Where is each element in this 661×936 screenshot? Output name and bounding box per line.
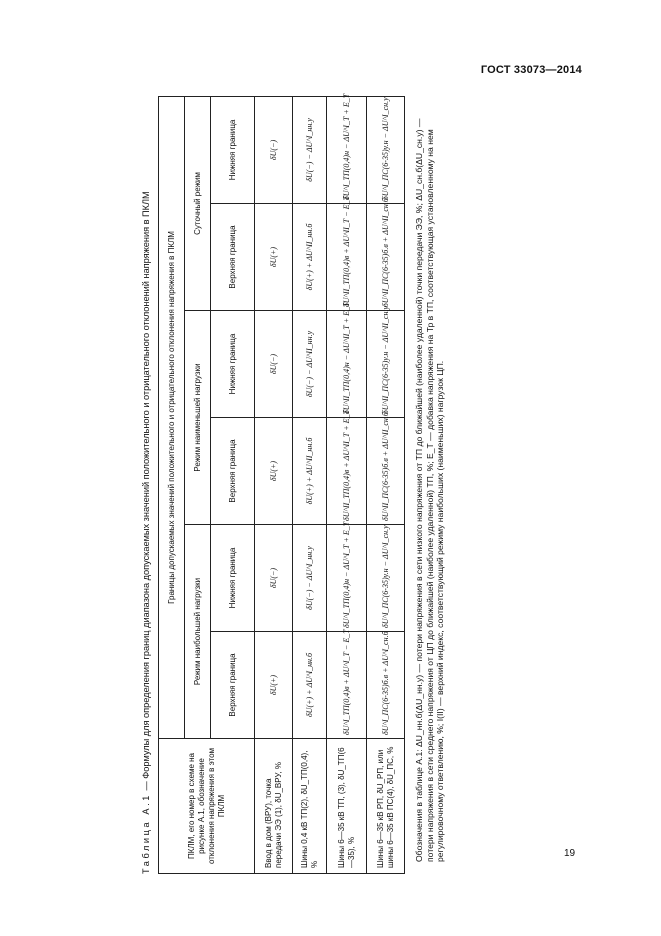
sub-header: Верхняя граница xyxy=(211,418,255,525)
formula-cell: δU(−) xyxy=(255,525,293,632)
formula-cell: δU(−) − ΔU^I_нн.у xyxy=(293,96,327,203)
sub-header: Верхняя граница xyxy=(211,632,255,739)
formula-cell: δU^I_ПС(6-35)у.н − ΔU^I_сн.у xyxy=(367,96,405,203)
sub-header: Верхняя граница xyxy=(211,204,255,311)
formula-cell: δU^I_ТП(0,4)н − ΔU^I_Т + Е_Т xyxy=(327,96,367,203)
mode-header-min: Режим наименьшей нагрузки xyxy=(185,311,211,525)
table-caption-label: Таблица А.1 xyxy=(141,793,151,874)
table-row xyxy=(327,96,367,873)
row-label: Шины 0,4 кВ ТП(2), δU_ТП(0,4), % xyxy=(293,739,327,874)
table-row xyxy=(255,96,293,873)
formula-cell: δU^II_ПС(6-35)б.в + ΔU^II_сн.б xyxy=(367,418,405,525)
formula-cell: δU^II_ТП(0,4)н − ΔU^II_Т + Е_Т xyxy=(327,311,367,418)
sub-header: Нижняя граница xyxy=(211,311,255,418)
formula-cell: δU(+) + ΔU^II_нн.б xyxy=(293,204,327,311)
group-header: Границы допускаемых значений положительного и отрицательного отклонения напряжения в ПКЛМ xyxy=(159,96,185,738)
formula-cell: δU(−) − ΔU^II_нн.у xyxy=(293,311,327,418)
rotated-table-block xyxy=(138,94,493,874)
row-label: Шины 6—35 кВ РП, δU_РП, или шины 6—35 кВ ПС(4), δU_ПС, % xyxy=(367,739,405,874)
formula-cell: δU(−) xyxy=(255,96,293,203)
table-row xyxy=(293,96,327,873)
formula-cell: δU^II_ТП(0,4)в + ΔU^II_Т + Е_Т xyxy=(327,418,367,525)
table-notes: Обозначения в таблице А.1: ΔU_нн.б(ΔU_нн.у) — потери напряжения в сети низкого напряжения от ТП до ближайшей (наиболее удаленной) точки передачи ЭЭ, %; ΔU_сн.б(ΔU_сн.у) — потери напряжения в сети среднего напряжения от ЦП до ближайшей (наиболее удаленной) ТП, %; Е_Т — добавка напряжения на Тр в ТП, соответствующая установленному на нем регулировочному ответвлению, %; I(II) — верхний индекс, соответствующий режиму наибольших (наименьших) нагрузок ЦП. xyxy=(414,118,446,862)
table-caption-text: — Формулы для определения границ диапазона допускаемых значений положительного и отрицательного отклонений напряжения в ПКЛМ xyxy=(141,191,151,794)
formula-cell: δU(−) xyxy=(255,311,293,418)
formula-cell: δU^I_ПС(6-35)у.н − ΔU^I_сн.у xyxy=(367,525,405,632)
formula-cell: δU^II_ПС(6-35)б.в + ΔU^II_сн.б xyxy=(367,204,405,311)
mode-header-daily: Суточный режим xyxy=(185,96,211,310)
sub-header: Нижняя граница xyxy=(211,96,255,203)
formula-cell: δU^I_ПС(6-35)б.в + ΔU^I_сн.б xyxy=(367,632,405,739)
row-label: Шины 6—35 кВ ТП, (3), δU_ТП(6—35), % xyxy=(327,739,367,874)
formula-table xyxy=(158,93,405,874)
formula-cell: δU^I_ТП(0,4)н − ΔU^I_Т + Е_Т xyxy=(327,525,367,632)
formula-cell: δU(+) xyxy=(255,418,293,525)
formula-cell: δU^II_ПС(6-35)у.н − ΔU^II_сн.у xyxy=(367,311,405,418)
mode-header-max: Режим наибольшей нагрузки xyxy=(185,525,211,739)
table-caption xyxy=(138,94,154,874)
row-label: Ввод в дом (ВРУ), точка передачи ЭЭ (1), δU_ВРУ, % xyxy=(255,739,293,874)
formula-cell: δU(+) xyxy=(255,632,293,739)
formula-cell: δU^I_ТП(0,4)в + ΔU^I_Т − Е_Т xyxy=(327,632,367,739)
formula-cell: δU(−) − ΔU^I_нн.у xyxy=(293,525,327,632)
document-code: ГОСТ 33073—2014 xyxy=(480,64,582,76)
formula-cell: δU^II_ТП(0,4)в + ΔU^II_Т − Е_Т xyxy=(327,204,367,311)
corner-header: ПКЛМ, его номер в схеме на рисунке А.1, обозначение отклонения напряжения в этом ПКЛМ xyxy=(159,739,255,874)
formula-cell: δU(+) xyxy=(255,204,293,311)
table-row xyxy=(367,96,405,873)
formula-cell: δU(+) + ΔU^I_нн.б xyxy=(293,632,327,739)
formula-cell: δU(+) + ΔU^II_нн.б xyxy=(293,418,327,525)
page-number: 19 xyxy=(564,848,576,859)
sub-header: Нижняя граница xyxy=(211,525,255,632)
